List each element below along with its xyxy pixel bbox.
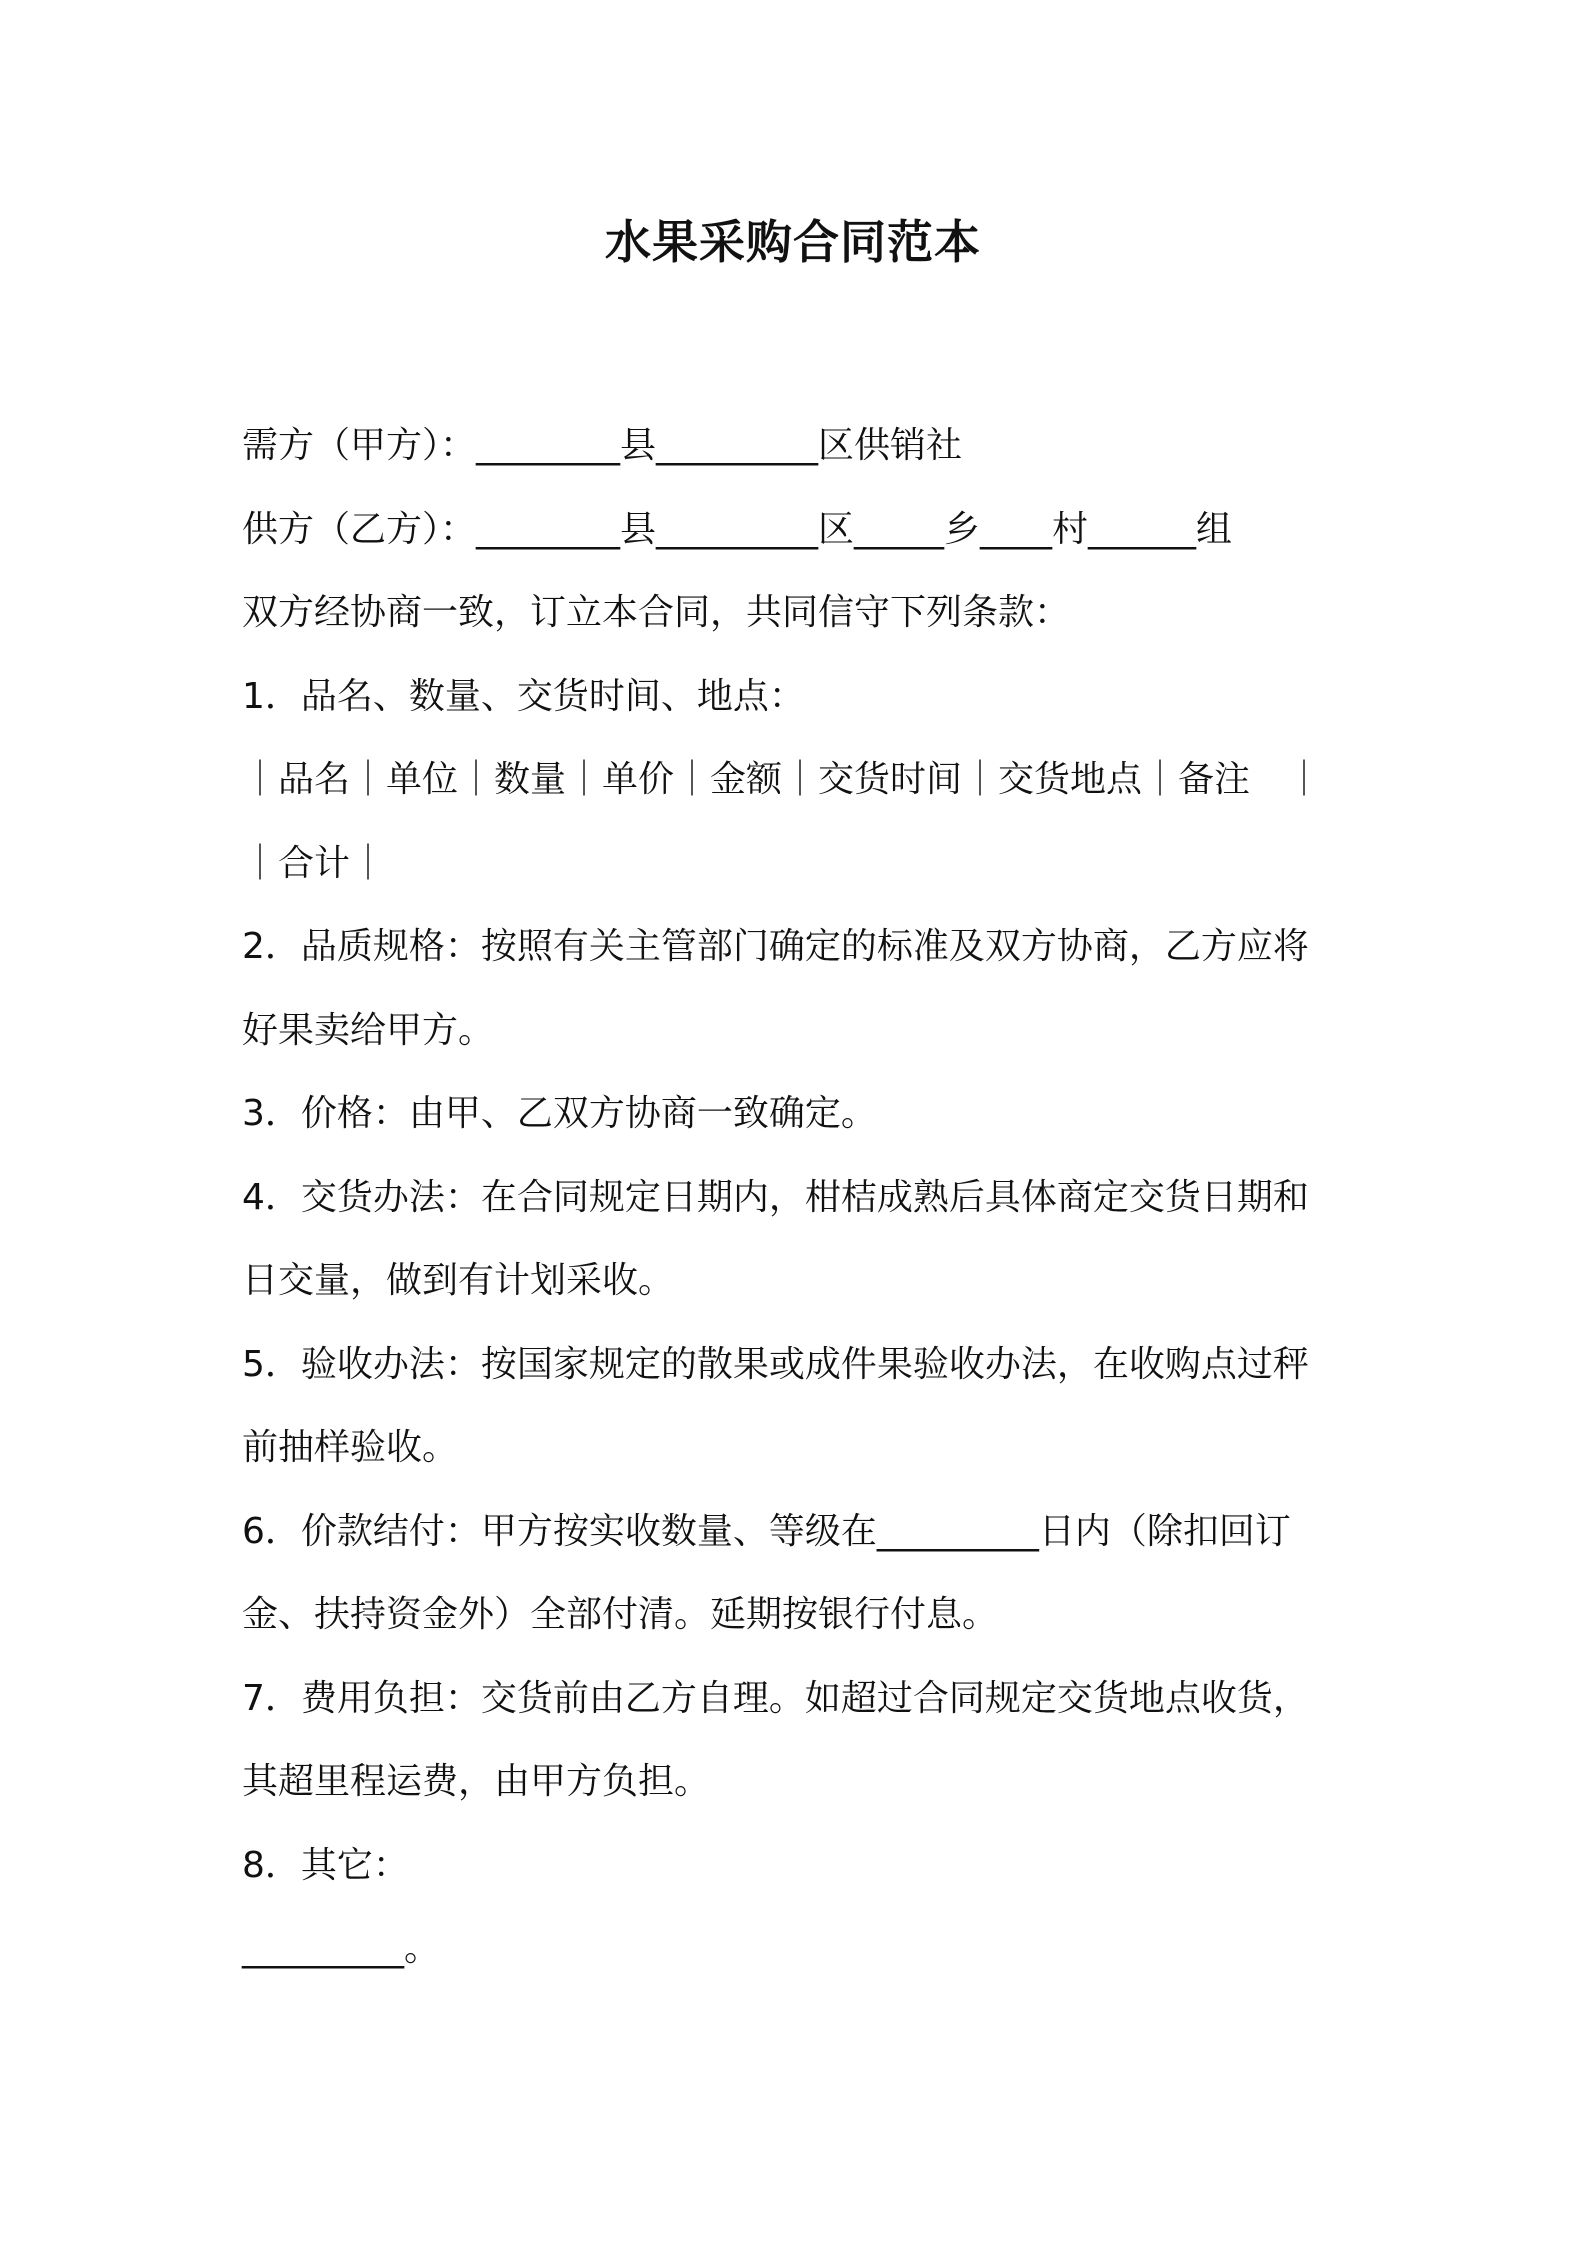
clause-2-line-1: 2．品质规格：按照有关主管部门确定的标准及双方协商，乙方应将 — [242, 926, 1309, 967]
party-b-line: 供方（乙方）：________县_________区_____乡____村______组 — [242, 508, 1233, 550]
clause-7-line-2: 其超里程运费，由甲方负担。 — [242, 1761, 711, 1802]
clause-2-line-2: 好果卖给甲方。 — [242, 1009, 495, 1051]
clause-6-line-1: 6．价款结付：甲方按实收数量、等级在_________日内（除扣回订 — [242, 1510, 1291, 1552]
document-body — [242, 404, 1372, 1991]
clause-8-heading: 8．其它： — [242, 1844, 409, 1886]
agreement-intro: 双方经协商一致，订立本合同，共同信守下列条款： — [242, 592, 1071, 633]
clause-5-line-2: 前抽样验收。 — [242, 1427, 459, 1468]
document-title: 水果采购合同范本 — [605, 215, 981, 269]
clause-3: 3．价格：由甲、乙双方协商一致确定。 — [242, 1093, 877, 1134]
clause-6-line-2: 金、扶持资金外）全部付清。延期按银行付息。 — [242, 1594, 999, 1635]
party-a-line: 需方（甲方）：________县_________区供销社 — [242, 425, 963, 466]
goods-table-total: ｜合计｜ — [242, 842, 387, 884]
clause-7-line-1: 7．费用负担：交货前由乙方自理。如超过合同规定交货地点收货， — [242, 1677, 1309, 1719]
clause-4-line-2: 日交量，做到有计划采收。 — [242, 1260, 675, 1301]
clause-4-line-1: 4．交货办法：在合同规定日期内，柑桔成熟后具体商定交货日期和 — [242, 1176, 1309, 1218]
clause-1-heading: 1．品名、数量、交货时间、地点： — [242, 675, 805, 717]
clause-5-line-1: 5．验收办法：按国家规定的散果或成件果验收办法，在收购点过秤 — [242, 1343, 1309, 1385]
goods-table-header: ｜品名｜单位｜数量｜单价｜金额｜交货时间｜交货地点｜备注 ｜ — [242, 759, 1323, 800]
clause-8-blank: _________。 — [242, 1928, 441, 1969]
